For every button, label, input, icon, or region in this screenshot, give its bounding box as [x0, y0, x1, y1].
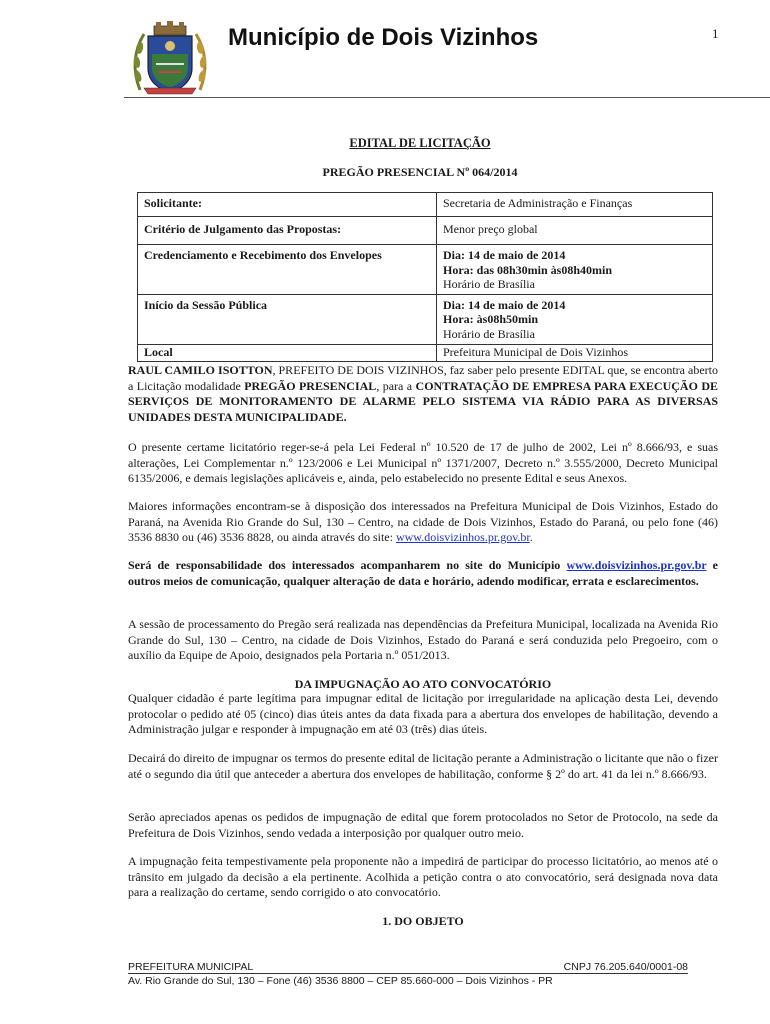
- information-end: .: [529, 530, 533, 545]
- legislation-text: O presente certame licitatório reger-se-á pela Lei Federal nº 10.520 de 17 de julho de 2002, Lei nº 8.666/93, e suas alterações, Lei Complementar n.º 123/2006 e Lei Municipal nº 1371/2007, Decreto n.º 3.555/2000, Decreto Municipal 6135/2006, e demais legislações aplicáveis e, ainda, pelo estabelecido no presente Edital e seus Anexos.: [128, 440, 718, 486]
- paragraph-preamble: [128, 363, 718, 425]
- footer-line-1: [128, 961, 688, 974]
- local-value: Prefeitura Municipal de Dois Vizinhos: [437, 344, 713, 362]
- website-link[interactable]: www.doisvizinhos.pr.gov.br: [395, 530, 530, 545]
- paragraph-impugnacao-3: [128, 810, 718, 841]
- header-divider: [124, 97, 770, 98]
- responsibility-text-1: Será de responsabilidade dos interessados acompanharem no site do Município: [128, 558, 567, 572]
- document-subtitle: PREGÃO PRESENCIAL Nº 064/2014: [322, 165, 518, 179]
- local-label: Local: [138, 344, 437, 362]
- table-row: [138, 344, 713, 362]
- section-heading-impugnacao: DA IMPUGNAÇÃO AO ATO CONVOCATÓRIO: [294, 677, 552, 691]
- impugnacao-text-4: A impugnação feita tempestivamente pela proponente não a impedirá de participar do processo licitatório, ao menos até o trânsito em julgado da decisão a ela pertinente. Acolhida a petição contra o ato convocatório, será designada nova data para a realização do certame, sendo corrigido o ato convocatório.: [128, 854, 718, 900]
- session-text: A sessão de processamento do Pregão será realizada nas dependências da Prefeitura Municipal, localizada na Avenida Rio Grande do Sul, 130 – Centro, na cidade de Dois Vizinhos, Estado do Paraná e será conduzida pelo Pregoeiro, com o auxílio da Equipe de Apoio, designados pela Portaria n.º 051/2013.: [128, 617, 718, 663]
- table-row: [138, 193, 713, 217]
- footer-left: PREFEITURA MUNICIPAL: [128, 961, 254, 973]
- credenciamento-hora: Hora: das 08h30min às08h40min: [443, 262, 613, 277]
- preamble-text-1: , PREFEITO DE DOIS VIZINHOS, faz saber pelo presente EDITAL que, se encontra aberto a Licitação modalidade: [128, 363, 718, 393]
- credenciamento-fuso: Horário de Brasília: [443, 277, 535, 292]
- section-heading-objeto: 1. DO OBJETO: [382, 914, 464, 928]
- solicitante-value: Secretaria de Administração e Finanças: [437, 193, 713, 217]
- responsibility-text-2: e outros meios de comunicação, qualquer alteração de data e horário, adendo modificar, errata e esclarecimentos.: [128, 558, 718, 588]
- paragraph-session: [128, 617, 718, 664]
- inicio-label: Início da Sessão Pública: [138, 294, 437, 344]
- modality: PREGÃO PRESENCIAL: [244, 378, 377, 393]
- page-number: 1: [712, 26, 719, 41]
- impugnacao-text-3: Serão apreciados apenas os pedidos de impugnação de edital que forem protocolados no Setor de Protocolo, na sede da Prefeitura de Dois Vizinhos, sendo vedada a interposição por qualquer outro meio.: [128, 810, 718, 840]
- inicio-fuso: Horário de Brasília: [443, 326, 535, 341]
- footer-address: Av. Rio Grande do Sul, 130 – Fone (46) 3536 8800 – CEP 85.660-000 – Dois Vizinhos - PR: [128, 975, 553, 987]
- paragraph-legislation: [128, 440, 718, 487]
- mayor-name: RAUL CAMILO ISOTTON: [128, 363, 273, 377]
- document-title: EDITAL DE LICITAÇÃO: [349, 136, 491, 150]
- credenciamento-label: Credenciamento e Recebimento dos Envelopes: [138, 245, 437, 295]
- credenciamento-value: [437, 245, 713, 295]
- impugnacao-text-2: Decairá do direito de impugnar os termos do presente edital de licitação perante a Administração o licitante que não o fizer até o segundo dia útil que anteceder a abertura dos envelopes de habilitação, conforme § 2º do art. 41 da lei n.º 8.666/93.: [128, 751, 718, 781]
- website-link[interactable]: www.doisvizinhos.pr.gov.br: [566, 558, 707, 572]
- info-table: [137, 192, 713, 362]
- preamble-text-2: , para a: [376, 378, 416, 393]
- inicio-value: [437, 294, 713, 344]
- table-row: [138, 294, 713, 344]
- inicio-hora: Hora: às08h50min: [443, 312, 539, 327]
- impugnacao-text-1: Qualquer cidadão é parte legítima para impugnar edital de licitação por irregularidade na aplicação desta Lei, devendo protocolar o pedido até 05 (cinco) dias úteis antes da data fixada para a abertura dos envelopes de habilitação, devendo a Administração julgar e responder à impugnação em até 03 (três) dias úteis.: [128, 691, 718, 737]
- paragraph-responsibility: [128, 558, 718, 589]
- solicitante-label: Solicitante:: [138, 193, 437, 217]
- footer-cnpj: CNPJ 76.205.640/0001-08: [563, 961, 688, 973]
- criterio-label: Critério de Julgamento das Propostas:: [138, 217, 437, 245]
- paragraph-impugnacao-4: [128, 854, 718, 901]
- paragraph-information: [128, 499, 718, 546]
- criterio-value: Menor preço global: [437, 217, 713, 245]
- credenciamento-dia: Dia: 14 de maio de 2014: [443, 248, 566, 262]
- table-row: [138, 217, 713, 245]
- contract-object: CONTRATAÇÃO DE EMPRESA PARA EXECUÇÃO DE SERVIÇOS DE MONITORAMENTO DE ALARME PELO SISTEMA VIA RÁDIO PARA AS DIVERSAS UNIDADES DESTA MUNICIPALIDADE.: [128, 378, 718, 424]
- inicio-dia: Dia: 14 de maio de 2014: [443, 297, 566, 312]
- municipality-title: Município de Dois Vizinhos: [228, 24, 539, 51]
- paragraph-impugnacao-1: [128, 691, 718, 738]
- information-text: Maiores informações encontram-se à disposição dos interessados na Prefeitura Municipal de Dois Vizinhos, Estado do Paraná, na Avenida Rio Grande do Sul, 130 – Centro, na cidade de Dois Vizinhos, Estado do Paraná, ou pelo fone (46) 3536 8830 ou (46) 3536 8828, ou ainda através do site:: [128, 499, 718, 545]
- coat-of-arms-logo: [130, 20, 210, 96]
- paragraph-impugnacao-2: [128, 751, 718, 782]
- table-row: [138, 245, 713, 295]
